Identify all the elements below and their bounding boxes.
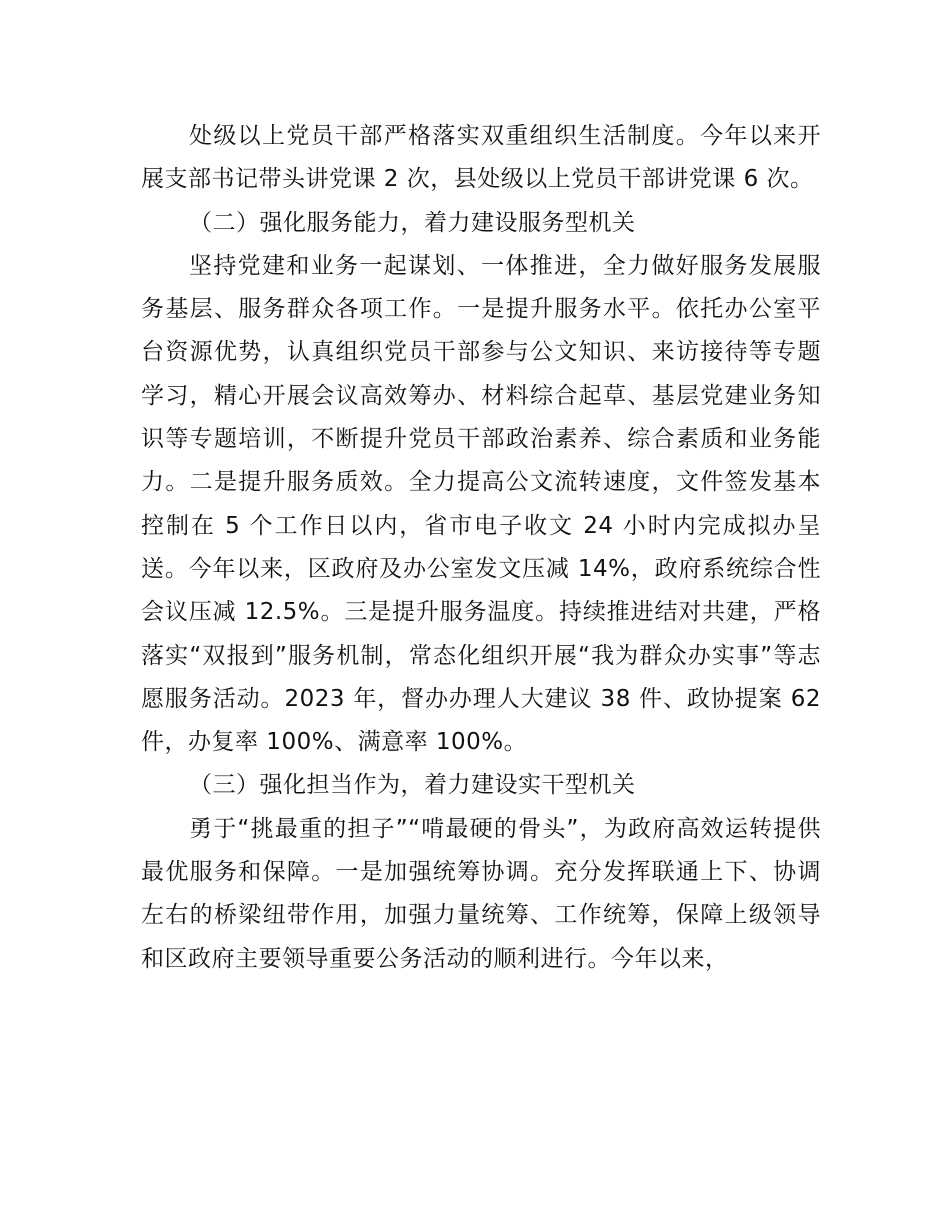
document-body xyxy=(141,115,821,981)
paragraph-party-life: 处级以上党员干部严格落实双重组织生活制度。今年以来开展支部书记带头讲党课 2 次，县处级以上党员干部讲党课 6 次。 xyxy=(141,123,821,193)
paragraph-responsibility: 勇于“挑最重的担子”“啃最硬的骨头”，为政府高效运转提供最优服务和保障。一是加强统筹协调。充分发挥联通上下、协调左右的桥梁纽带作用，加强力量统筹、工作统筹，保障上级领导和区政府主要领导重要公务活动的顺利进行。今年以来， xyxy=(141,815,821,972)
section-heading-responsibility: （三）强化担当作为，着力建设实干型机关 xyxy=(189,772,636,799)
section-heading-service: （二）强化服务能力，着力建设服务型机关 xyxy=(189,209,636,236)
paragraph-service-capacity: 坚持党建和业务一起谋划、一体推进，全力做好服务发展服务基层、服务群众各项工作。一是提升服务水平。依托办公室平台资源优势，认真组织党员干部参与公文知识、来访接待等专题学习，精心开展会议高效筹办、材料综合起草、基层党建业务知识等专题培训，不断提升党员干部政治素养、综合素质和业务能力。二是提升服务质效。全力提高公文流转速度，文件签发基本控制在 5 个工作日以内，省市电子收文 24 小时内完成拟办呈送。今年以来，区政府及办公室发文压减 14%，政府系统综合性会议压减 12.5%。三是提升服务温度。持续推进结对共建，严格落实“双报到”服务机制，常态化组织开展“我为群众办实事”等志愿服务活动。2023 年，督办办理人大建议 38 件、政协提案 62 件，办复率 100%、满意率 100%。 xyxy=(141,252,821,756)
